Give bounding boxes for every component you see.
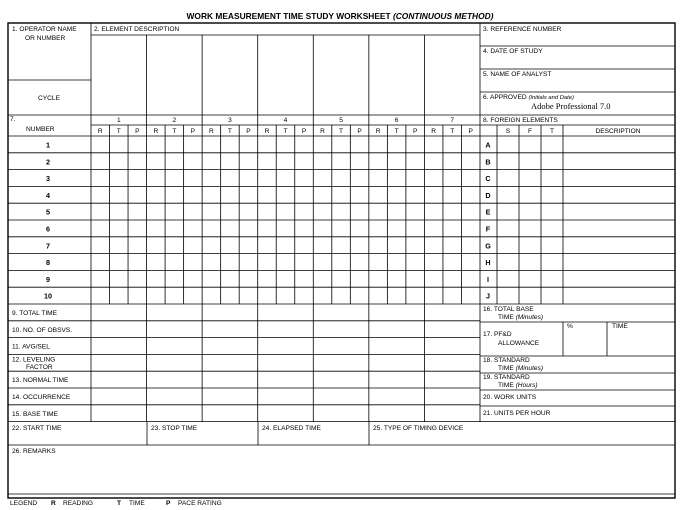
name-of-analyst-label: 5. NAME OF ANALYST	[483, 71, 552, 78]
element-number-2: 2	[172, 117, 177, 124]
rtp-r-5: R	[320, 128, 325, 135]
element-description-label: 2. ELEMENT DESCRIPTION	[94, 26, 180, 33]
reference-number-label: 3. REFERENCE NUMBER	[483, 26, 562, 33]
standard-time-hours-line2: TIME (Hours)	[498, 382, 538, 389]
foreign-letter-f: F	[485, 224, 491, 234]
rtp-t-4: T	[283, 128, 288, 135]
foreign-letter-a: A	[485, 140, 491, 150]
element-number-3: 3	[228, 117, 232, 124]
foreign-col-s: S	[505, 128, 511, 135]
foreign-col-f: F	[527, 128, 533, 135]
elapsed-time-label: 24. ELAPSED TIME	[262, 425, 321, 432]
row-number-10: 10	[44, 291, 52, 301]
element-number-7: 7	[450, 117, 455, 124]
foreign-letter-j: J	[486, 291, 490, 301]
row-number-2: 2	[46, 157, 50, 167]
summary-label-12: 12. LEVELING	[12, 356, 56, 364]
item-7-label: 7.	[10, 116, 16, 123]
row-number-5: 5	[46, 207, 50, 217]
remarks-label: 26. REMARKS	[12, 448, 56, 455]
pfd-label: 17. PF&D	[483, 331, 512, 338]
pfd-label-line2: ALLOWANCE	[498, 340, 540, 347]
timing-device-label: 25. TYPE OF TIMING DEVICE	[373, 425, 464, 432]
rtp-p-7: P	[468, 128, 473, 135]
rtp-r-6: R	[375, 128, 381, 135]
work-units-label: 20. WORK UNITS	[483, 394, 537, 401]
element-number-4: 4	[283, 117, 288, 124]
time-label: TIME	[612, 323, 628, 330]
standard-time-hours-label: 19. STANDARD	[483, 374, 530, 381]
rtp-t-7: T	[450, 128, 455, 135]
foreign-col-t: T	[549, 128, 555, 135]
form-grid	[8, 23, 675, 494]
foreign-letter-g: G	[485, 241, 491, 251]
rtp-r-2: R	[153, 128, 159, 135]
row-number-3: 3	[46, 174, 50, 184]
foreign-letter-d: D	[485, 190, 491, 200]
rtp-t-3: T	[227, 128, 232, 135]
summary-label-15: 15. BASE TIME	[12, 410, 59, 418]
row-number-1: 1	[46, 140, 50, 150]
legend-t-text: TIME	[129, 500, 145, 507]
foreign-letter-e: E	[485, 207, 491, 217]
operator-label: 1. OPERATOR NAME	[12, 26, 77, 33]
rtp-r-1: R	[97, 128, 103, 135]
element-number-5: 5	[339, 117, 343, 124]
rtp-p-5: P	[357, 128, 362, 135]
total-base-time-label-line2: TIME (Minutes)	[498, 314, 544, 321]
standard-time-minutes-label: 18. STANDARD	[483, 357, 530, 364]
total-base-time-label: 16. TOTAL BASE	[483, 306, 534, 313]
legend-r-text: READING	[63, 500, 94, 507]
start-time-label: 22. START TIME	[12, 425, 62, 432]
rtp-p-6: P	[412, 128, 418, 135]
form-title: WORK MEASUREMENT TIME STUDY WORKSHEET (CONTINUOUS METHOD)	[186, 11, 494, 21]
rtp-t-2: T	[172, 128, 177, 135]
cycle-label: CYCLE	[38, 95, 60, 102]
summary-label-9: 9. TOTAL TIME	[12, 310, 58, 317]
rtp-t-5: T	[339, 128, 344, 135]
row-number-4: 4	[46, 190, 50, 200]
summary-label-14: 14. OCCURRENCE	[12, 394, 71, 401]
summary-label-11: 11. AVG/SEL	[12, 343, 50, 351]
row-number-6: 6	[46, 224, 50, 234]
stop-time-label: 23. STOP TIME	[151, 425, 198, 432]
rtp-p-1: P	[135, 128, 140, 135]
legend	[10, 500, 222, 507]
element-number-6: 6	[394, 117, 399, 124]
foreign-elements-label: 8. FOREIGN ELEMENTS	[483, 117, 558, 124]
rtp-p-3: P	[246, 128, 251, 135]
approved-value: Adobe Professional 7.0	[531, 101, 611, 111]
percent-label: %	[567, 323, 573, 330]
legend-p-key: P	[166, 500, 171, 507]
row-number-9: 9	[46, 274, 50, 284]
element-number-1: 1	[116, 117, 121, 124]
number-label: NUMBER	[26, 126, 55, 133]
legend-label: LEGEND	[10, 500, 38, 507]
rtp-p-2: P	[190, 128, 196, 135]
foreign-letter-h: H	[485, 258, 491, 268]
foreign-letter-i: I	[487, 274, 489, 284]
legend-r-key: R	[51, 500, 56, 507]
rtp-p-4: P	[301, 128, 307, 135]
foreign-letter-b: B	[485, 157, 491, 167]
rtp-r-3: R	[209, 128, 214, 135]
form-border	[8, 23, 675, 498]
outer-border	[8, 23, 675, 498]
approved-label: 6. APPROVED (Initials and Date)	[483, 94, 574, 101]
summary-label-12-line2: FACTOR	[26, 363, 53, 371]
row-number-8: 8	[46, 258, 50, 268]
rtp-t-1: T	[116, 128, 121, 135]
foreign-letter-c: C	[485, 174, 491, 184]
standard-time-minutes-line2: TIME (Minutes)	[498, 365, 544, 372]
rtp-t-6: T	[394, 128, 399, 135]
rtp-r-7: R	[431, 128, 437, 135]
rtp-r-4: R	[264, 128, 270, 135]
date-of-study-label: 4. DATE OF STUDY	[483, 48, 543, 55]
units-per-hour-label: 21. UNITS PER HOUR	[483, 410, 551, 417]
summary-label-13: 13. NORMAL TIME	[12, 377, 69, 385]
operator-label-line2: OR NUMBER	[25, 35, 66, 42]
legend-p-text: PACE RATING	[178, 500, 222, 507]
row-number-7: 7	[46, 241, 50, 251]
foreign-description-label: DESCRIPTION	[595, 128, 641, 135]
summary-label-10: 10. NO. OF OBSVS.	[12, 326, 73, 334]
legend-t-key: T	[117, 500, 122, 507]
